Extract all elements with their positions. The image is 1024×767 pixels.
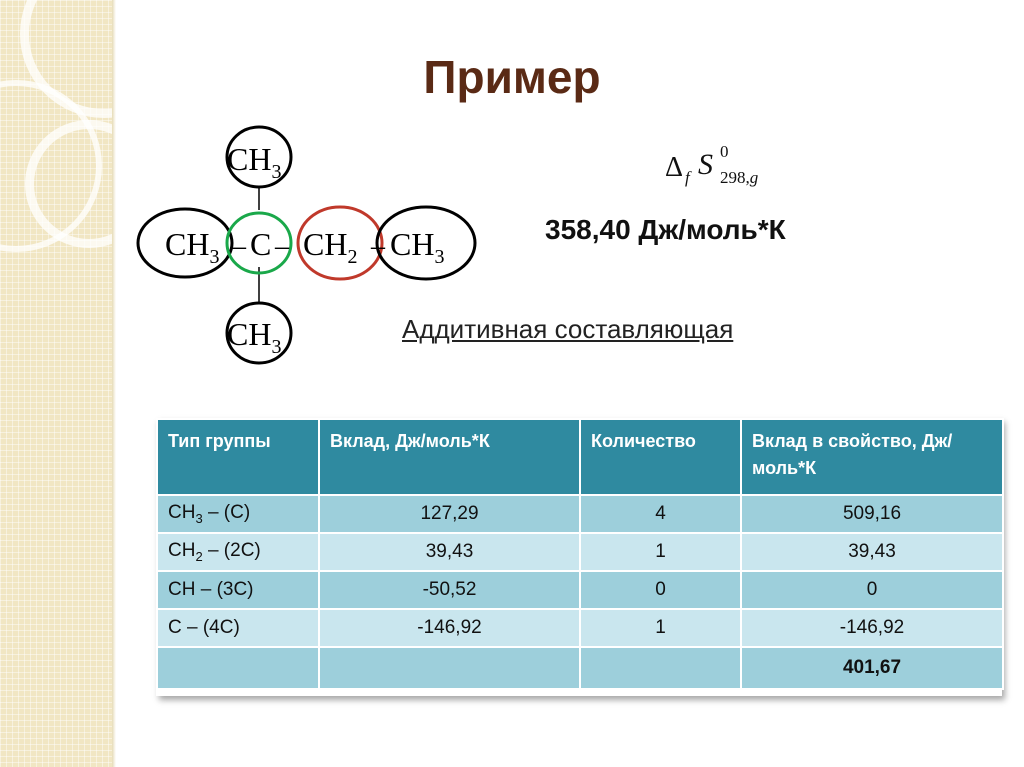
group-ch2: $CH_2$ <box>303 226 358 268</box>
formula-subscript-number: 298, <box>720 168 750 187</box>
cell-group: C – (4C) <box>157 609 319 647</box>
table-sum-row <box>157 647 1003 689</box>
group-right: $CH_3$ <box>390 226 445 268</box>
cell-count: 4 <box>580 495 741 533</box>
cell-sum: 401,67 <box>741 647 1003 689</box>
slide-title: Пример <box>423 51 601 103</box>
formula-symbol: S <box>698 148 713 181</box>
cell-count: 1 <box>580 609 741 647</box>
decorative-side-strip <box>0 0 112 767</box>
cell-group: $CH_2 - (2C)$ <box>157 533 319 571</box>
formula-f-subscript: f <box>685 168 690 187</box>
header-property-contribution: Вклад в свойство, Дж/моль*К <box>741 419 1003 495</box>
bond-dash: – <box>232 231 246 262</box>
formula-subscript-g: g <box>749 168 759 187</box>
header-contribution: Вклад, Дж/моль*К <box>319 419 580 495</box>
entropy-formula <box>665 140 805 190</box>
cell-contribution: 39,43 <box>319 533 580 571</box>
cell-total: -146,92 <box>741 609 1003 647</box>
table-row <box>157 533 1003 571</box>
table-header-row <box>157 419 1003 495</box>
cell-total: 509,16 <box>741 495 1003 533</box>
group-contribution-table <box>156 418 1002 696</box>
cell-contribution: 127,29 <box>319 495 580 533</box>
cell-count: 0 <box>580 571 741 609</box>
cell-empty <box>157 647 319 689</box>
group-left: $CH_3$ <box>165 226 220 268</box>
group-top: $CH_3$ <box>227 141 282 183</box>
cell-empty <box>319 647 580 689</box>
bond-dash: – <box>275 231 289 262</box>
group-center: C <box>250 226 272 262</box>
cell-empty <box>580 647 741 689</box>
formula-delta: Δ <box>665 152 684 183</box>
molecule-diagram <box>130 112 490 382</box>
cell-group: CH – (3C) <box>157 571 319 609</box>
cell-total: 39,43 <box>741 533 1003 571</box>
group-bottom: $CH_3$ <box>227 316 282 358</box>
table-row <box>157 609 1003 647</box>
cell-total: 0 <box>741 571 1003 609</box>
cell-group: $CH_3 - (C)$ <box>157 495 319 533</box>
cell-count: 1 <box>580 533 741 571</box>
bond-dash: – <box>371 231 385 262</box>
formula-subscript <box>720 168 758 188</box>
additive-label: Аддитивная составляющая <box>402 314 734 344</box>
table-row <box>157 495 1003 533</box>
cell-contribution: -146,92 <box>319 609 580 647</box>
header-count: Количество <box>580 419 741 495</box>
cell-contribution: -50,52 <box>319 571 580 609</box>
table-row <box>157 571 1003 609</box>
formula-superscript: 0 <box>720 142 729 161</box>
header-group-type: Тип группы <box>157 419 319 495</box>
strip-edge <box>112 0 116 767</box>
entropy-value: 358,40 Дж/моль*К <box>545 214 786 245</box>
